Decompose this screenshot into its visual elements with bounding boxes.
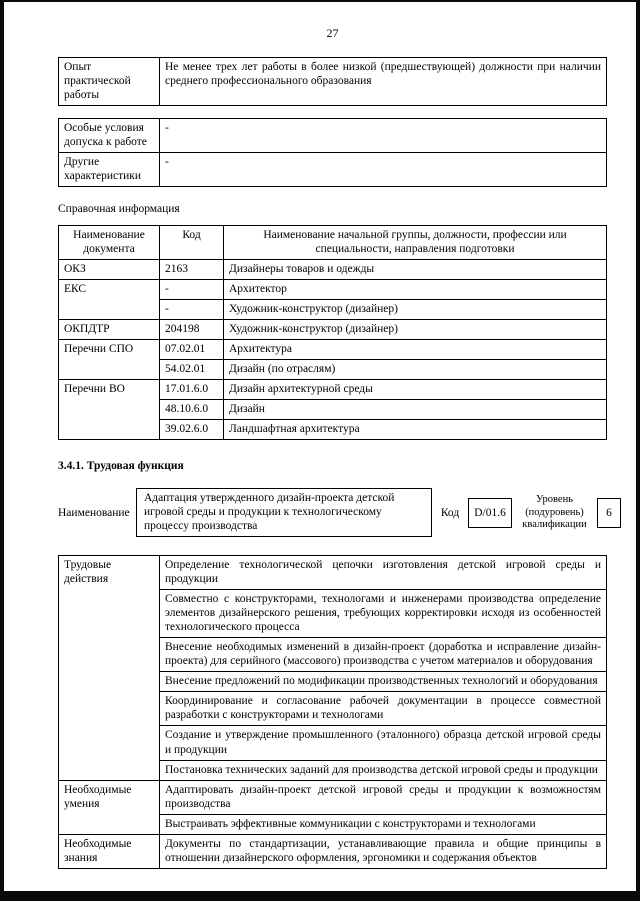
row-value: - — [160, 153, 607, 187]
table-row — [59, 153, 607, 187]
doc-cell: Перечни ВО — [59, 380, 160, 440]
header-name: Наименование начальной группы, должности, профессии или специальности, направления подготовки — [224, 226, 607, 260]
conditions-table — [58, 118, 607, 187]
experience-table — [58, 57, 607, 106]
code-cell: - — [160, 280, 224, 300]
table-header-row — [59, 226, 607, 260]
row-value: - — [160, 119, 607, 153]
section-heading: 3.4.1. Трудовая функция — [58, 460, 184, 473]
item-cell: Внесение предложений по модификации производственных технологий и оборудования — [160, 672, 607, 692]
doc-cell: ОКЗ — [59, 260, 160, 280]
doc-cell: ЕКС — [59, 280, 160, 320]
reference-heading: Справочная информация — [58, 203, 180, 216]
group-label: Необходимые умения — [59, 780, 160, 834]
table-row — [59, 834, 607, 868]
table-row — [59, 58, 607, 106]
code-cell: 07.02.01 — [160, 340, 224, 360]
doc-cell: Перечни СПО — [59, 340, 160, 380]
table-row — [59, 119, 607, 153]
name-cell: Ландшафтная архитектура — [224, 420, 607, 440]
row-label: Другие характеристики — [59, 153, 160, 187]
page-content — [4, 2, 636, 869]
group-label: Необходимые знания — [59, 834, 160, 868]
function-code-box: D/01.6 — [468, 498, 512, 528]
table-row — [59, 380, 607, 400]
code-cell: 2163 — [160, 260, 224, 280]
item-cell: Совместно с конструкторами, технологами и инженерами производства определение элементов дизайнерского решения, требующих корректировки исходя из особенностей технологического процесса — [160, 590, 607, 638]
code-cell: 39.02.6.0 — [160, 420, 224, 440]
row-label: Особые условия допуска к работе — [59, 119, 160, 153]
item-cell: Создание и утверждение промышленного (эталонного) образца детской игровой среды и продукции — [160, 726, 607, 760]
name-cell: Художник-конструктор (дизайнер) — [224, 300, 607, 320]
table-row — [59, 280, 607, 300]
code-cell: - — [160, 300, 224, 320]
name-cell: Дизайн архитектурной среды — [224, 380, 607, 400]
page-number: 27 — [326, 26, 339, 40]
item-cell: Выстраивать эффективные коммуникации с конструкторами и технологами — [160, 814, 607, 834]
header-doc: Наименование документа — [59, 226, 160, 260]
item-cell: Определение технологической цепочки изготовления детской игровой среды и продукции — [160, 556, 607, 590]
item-cell: Адаптировать дизайн-проект детской игровой среды и продукции к возможностям производства — [160, 780, 607, 814]
code-cell: 17.01.6.0 — [160, 380, 224, 400]
function-name-box: Адаптация утвержденного дизайн-проекта детской игровой среды и продукции к технологическому процессу производства — [136, 488, 432, 537]
header-code: Код — [160, 226, 224, 260]
item-cell: Постановка технических заданий для производства детской игровой среды и продукции — [160, 760, 607, 780]
item-cell: Внесение необходимых изменений в дизайн-проект (доработка и исправление дизайн-проекта) для серийного (массового) производства с учетом материалов и оборудования — [160, 638, 607, 672]
code-cell: 48.10.6.0 — [160, 400, 224, 420]
reference-table — [58, 225, 607, 440]
item-cell: Документы по стандартизации, устанавливающие правила и общие принципы в отношении дизайнерского оформления, эргономики и содержания объектов — [160, 834, 607, 868]
table-row — [59, 260, 607, 280]
table-row — [59, 780, 607, 814]
labor-function-table — [58, 555, 607, 868]
name-cell: Дизайн (по отраслям) — [224, 360, 607, 380]
name-cell: Архитектура — [224, 340, 607, 360]
row-value: Не менее трех лет работы в более низкой (предшествующей) должности при наличии среднего профессионального образования — [160, 58, 607, 106]
table-row — [59, 340, 607, 360]
name-cell: Дизайн — [224, 400, 607, 420]
code-cell: 54.02.01 — [160, 360, 224, 380]
function-name-label: Наименование — [58, 506, 130, 519]
item-cell: Координирование и согласование рабочей документации в процессе совместной разработки с конструкторами и технологами — [160, 692, 607, 726]
doc-cell: ОКПДТР — [59, 320, 160, 340]
name-cell: Художник-конструктор (дизайнер) — [224, 320, 607, 340]
name-cell: Архитектор — [224, 280, 607, 300]
row-label: Опыт практической работы — [59, 58, 160, 106]
function-header — [58, 488, 612, 537]
name-cell: Дизайнеры товаров и одежды — [224, 260, 607, 280]
table-row — [59, 320, 607, 340]
table-row — [59, 556, 607, 590]
function-level-label: Уровень (подуровень) квалификации — [522, 494, 587, 530]
group-label: Трудовые действия — [59, 556, 160, 780]
code-cell: 204198 — [160, 320, 224, 340]
function-code-label: Код — [440, 506, 460, 519]
function-level-box: 6 — [597, 498, 621, 528]
